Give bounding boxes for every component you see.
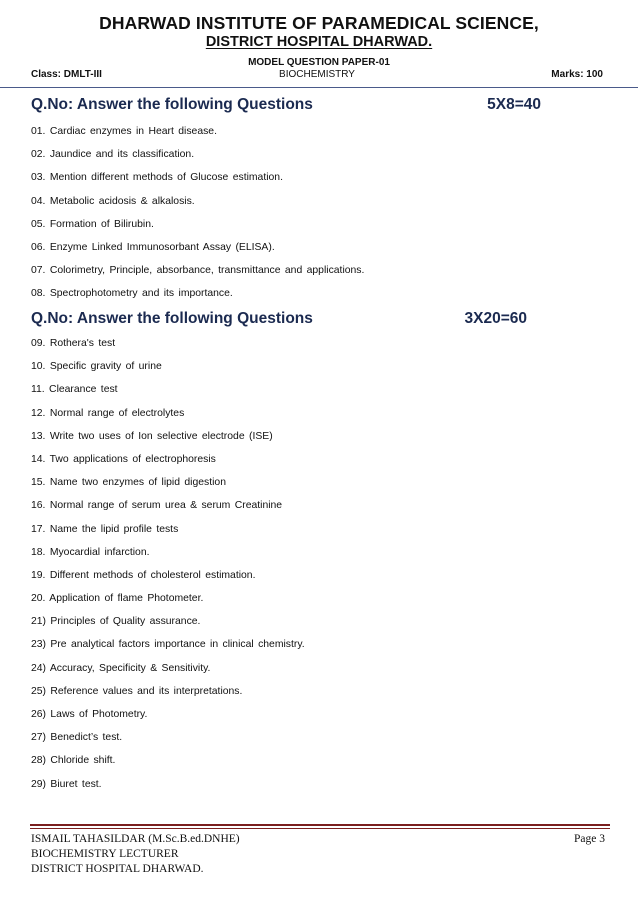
question-item: 01. Cardiac enzymes in Heart disease. (31, 126, 217, 137)
footer-author-place: DISTRICT HOSPITAL DHARWAD. (31, 863, 204, 875)
question-item: 25) Reference values and its interpretations. (31, 685, 243, 697)
question-item: 17. Name the lipid profile tests (31, 523, 179, 535)
question-item: 16. Normal range of serum urea & serum Creatinine (31, 500, 283, 512)
footer-divider-thin (30, 828, 610, 829)
question-item: 11. Clearance test (31, 384, 118, 396)
header-divider (0, 87, 638, 88)
question-item: 20. Application of flame Photometer. (31, 593, 204, 605)
institute-title: DHARWAD INSTITUTE OF PARAMEDICAL SCIENCE, (99, 13, 539, 33)
section-2-marks: 3X20=60 (464, 310, 527, 327)
class-label: Class: DMLT-III (31, 69, 102, 80)
meta-row (31, 69, 603, 83)
section-2-question-list (31, 337, 591, 801)
question-item: 27) Benedict’s test. (31, 732, 123, 744)
question-item: 02. Jaundice and its classification. (31, 149, 195, 161)
marks-label: Marks: 100 (551, 69, 603, 80)
footer-author-role: BIOCHEMISTRY LECTURER (31, 848, 179, 860)
question-item: 13. Write two uses of Ion selective electrode (ISE) (31, 430, 273, 442)
section-1-question-list (31, 125, 591, 311)
question-item: 04. Metabolic acidosis & alkalosis. (31, 195, 195, 207)
question-item: 03. Mention different methods of Glucose estimation. (31, 172, 283, 184)
hospital-subtitle (0, 34, 638, 50)
question-item: 15. Name two enzymes of lipid digestion (31, 477, 226, 489)
question-item: 28) Chloride shift. (31, 755, 116, 767)
hospital-name: DISTRICT HOSPITAL DHARWAD. (205, 34, 433, 50)
section-2-title: Q.No: Answer the following Questions (31, 310, 313, 327)
question-item: 23) Pre analytical factors importance in clinical chemistry. (31, 639, 305, 651)
question-item: 19. Different methods of cholesterol estimation. (31, 569, 256, 581)
subject-label: BIOCHEMISTRY (279, 69, 355, 80)
paper-title: MODEL QUESTION PAPER-01 (248, 57, 390, 68)
question-item: 09. Rothera's test (31, 338, 116, 349)
question-item: 12. Normal range of electrolytes (31, 407, 185, 419)
footer-divider (30, 824, 610, 826)
question-item: 26) Laws of Photometry. (31, 709, 148, 720)
section-1-heading (31, 96, 541, 116)
question-item: 18. Myocardial infarction. (31, 546, 150, 558)
question-item: 29) Biuret test. (31, 778, 102, 790)
section-1-title: Q.No: Answer the following Questions (31, 96, 313, 113)
page-number: Page 3 (574, 833, 605, 845)
question-item: 08. Spectrophotometry and its importance. (31, 288, 233, 300)
footer-author-name: ISMAIL TAHASILDAR (M.Sc.B.ed.DNHE) (31, 833, 240, 845)
section-1-marks: 5X8=40 (487, 96, 541, 113)
section-2-heading (31, 310, 541, 330)
question-item: 14. Two applications of electrophoresis (31, 453, 216, 465)
question-item: 24) Accuracy, Specificity & Sensitivity. (31, 662, 211, 674)
question-item: 21) Principles of Quality assurance. (31, 616, 201, 628)
question-item: 05. Formation of Bilirubin. (31, 218, 154, 230)
question-item: 06. Enzyme Linked Immunosorbant Assay (ELISA). (31, 241, 275, 253)
question-item: 07. Colorimetry, Principle, absorbance, transmittance and applications. (31, 265, 365, 277)
question-item: 10. Specific gravity of urine (31, 361, 162, 373)
footer-author-block (31, 832, 240, 877)
